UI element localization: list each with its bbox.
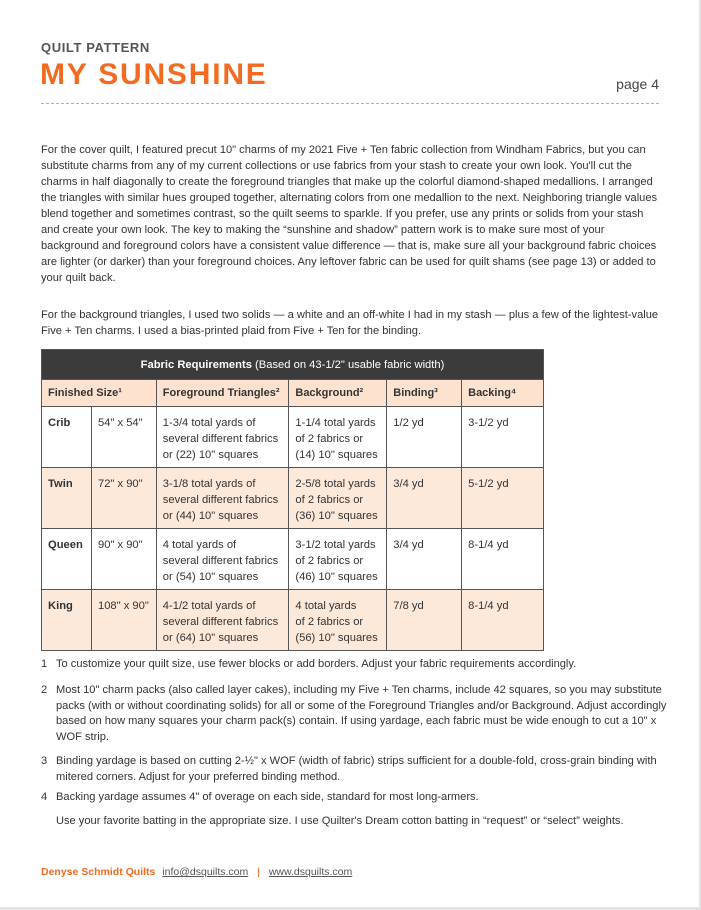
row-backing: 8-1/4 yd [462,590,544,651]
footnote-number: 3 [41,755,48,767]
bg-line: (14) 10" squares [295,449,378,461]
footnote-text: To customize your quilt size, use fewer blocks or add borders. Adjust your fabric requirements accordingly. [56,658,577,670]
fg-line: several different fabrics [162,433,279,445]
row-background [289,590,387,651]
row-foreground [156,468,289,529]
fg-line: or (44) 10" squares [162,510,259,522]
row-binding: 1/2 yd [387,407,462,468]
table-caption-note: (Based on 43-1/2" usable fabric width) [251,358,445,371]
bg-line: 4 total yards [295,600,357,612]
row-size: 54" x 54" [91,407,156,468]
pattern-kicker: QUILT PATTERN [41,40,150,55]
fg-line: or (22) 10" squares [162,449,259,461]
header-foreground: Foreground Triangles² [156,380,289,407]
bg-line: of 2 fabrics or [295,494,364,506]
footnote [41,683,671,745]
footnote-number: 1 [41,658,48,670]
row-size: 90" x 90" [91,529,156,590]
row-name: King [42,590,92,651]
row-foreground [156,590,289,651]
header-divider [41,103,659,104]
header-finished-size: Finished Size¹ [42,380,157,407]
bg-line: (36) 10" squares [295,510,378,522]
fg-line: 4-1/2 total yards of [162,600,256,612]
header-backing: Backing⁴ [462,380,544,407]
table-header-row [42,380,544,407]
page-footer [41,866,352,878]
page-title: MY SUNSHINE [40,58,268,91]
footnote-number: 2 [41,684,48,696]
table-row [42,468,544,529]
fabric-requirements-table [41,349,544,651]
background-paragraph: For the background triangles, I used two solids — a white and an off-white I had in my stash — plus a few of the lightest-value Five + Ten charms. I used a bias-printed plaid from Five + Ten for the binding. [41,309,659,337]
row-foreground [156,407,289,468]
row-background [289,468,387,529]
footer-website-link[interactable]: www.dsquilts.com [268,866,353,878]
bg-line: of 2 fabrics or [295,555,364,567]
row-foreground [156,529,289,590]
row-size: 108" x 90" [91,590,156,651]
footer-brand: Denyse Schmidt Quilts [41,866,156,878]
page-number: page 4 [616,76,659,92]
fg-line: 1-3/4 total yards of [162,417,256,429]
footnote-text: Use your favorite batting in the appropriate size. I use Quilter's Dream cotton batting in “request” or “select” weights. [56,815,624,827]
fg-line: several different fabrics [162,616,279,628]
row-name: Crib [42,407,92,468]
bg-line: (46) 10" squares [295,571,378,583]
fg-line: 3-1/8 total yards of [162,478,256,490]
footnote-text: Most 10" charm packs (also called layer cakes), including my Five + Ten charms, include 42 squares, so you may substitute packs (with or without coordinating solids) for all or some of the Foreground Triangles and/or Background. Adjust accordingly based on how many squares your charm pack(s) contain. If using yardage, each fabric must be wide enough to cut a 10" x WOF strip. [56,684,667,743]
bg-line: of 2 fabrics or [295,433,364,445]
bg-line: of 2 fabrics or [295,616,364,628]
header-binding: Binding³ [387,380,462,407]
row-name: Queen [42,529,92,590]
row-backing: 8-1/4 yd [462,529,544,590]
intro-paragraph: For the cover quilt, I featured precut 10" charms of my 2021 Five + Ten fabric collection from Windham Fabrics, but you can substitute charms from any of my current collections or use fabrics from your stash to create your own look. You'll cut the charms in half diagonally to create the foreground triangles that make up the colorful diamond-shaped medallions. I arranged the triangles with similar hues grouped together, alternating colors from one medallion to the next. Neighboring triangle values blend together and sometimes contrast, so the quilt seems to sparkle. If you prefer, use any prints or solids from your stash and create your own look. The key to making the “sunshine and shadow” pattern work is to make sure most of your background and foreground colors have a consistent value difference — that is, make sure all your background fabric choices are lighter (or darker) than your foreground choices. Any leftover fabric can be used for quilt shams (see page 13) or added to your quilt back. [41,144,658,284]
row-binding: 3/4 yd [387,468,462,529]
fg-line: several different fabrics [162,555,279,567]
footnote-text: Backing yardage assumes 4" of overage on each side, standard for most long-armers. [56,791,479,803]
footnote-number: 4 [41,791,48,803]
table-row [42,407,544,468]
footnote [41,657,671,673]
row-binding: 7/8 yd [387,590,462,651]
footnote [41,790,671,806]
fg-line: 4 total yards of [162,539,237,551]
row-background [289,529,387,590]
table-row [42,590,544,651]
table-caption-title: Fabric Requirements [140,358,252,371]
row-binding: 3/4 yd [387,529,462,590]
batting-note [41,814,671,830]
fg-line: or (64) 10" squares [162,632,259,644]
header-background: Background² [289,380,387,407]
footer-email-link[interactable]: info@dsquilts.com [162,866,249,878]
footnote [41,754,671,785]
bg-line: 3-1/2 total yards [295,539,376,551]
row-name: Twin [42,468,92,529]
fg-line: several different fabrics [162,494,279,506]
footer-separator: | [257,866,260,878]
row-background [289,407,387,468]
row-size: 72" x 90" [91,468,156,529]
footnote-text: Binding yardage is based on cutting 2-½" x WOF (width of fabric) strips sufficient for a double-fold, cross-grain binding with mitered corners. Adjust for your preferred binding method. [56,755,657,783]
table-row [42,529,544,590]
row-backing: 5-1/2 yd [462,468,544,529]
table-caption [42,350,544,380]
row-backing: 3-1/2 yd [462,407,544,468]
table-caption-row [42,350,544,380]
fg-line: or (54) 10" squares [162,571,259,583]
bg-line: 1-1/4 total yards [295,417,376,429]
bg-line: (56) 10" squares [295,632,378,644]
bg-line: 2-5/8 total yards [295,478,376,490]
